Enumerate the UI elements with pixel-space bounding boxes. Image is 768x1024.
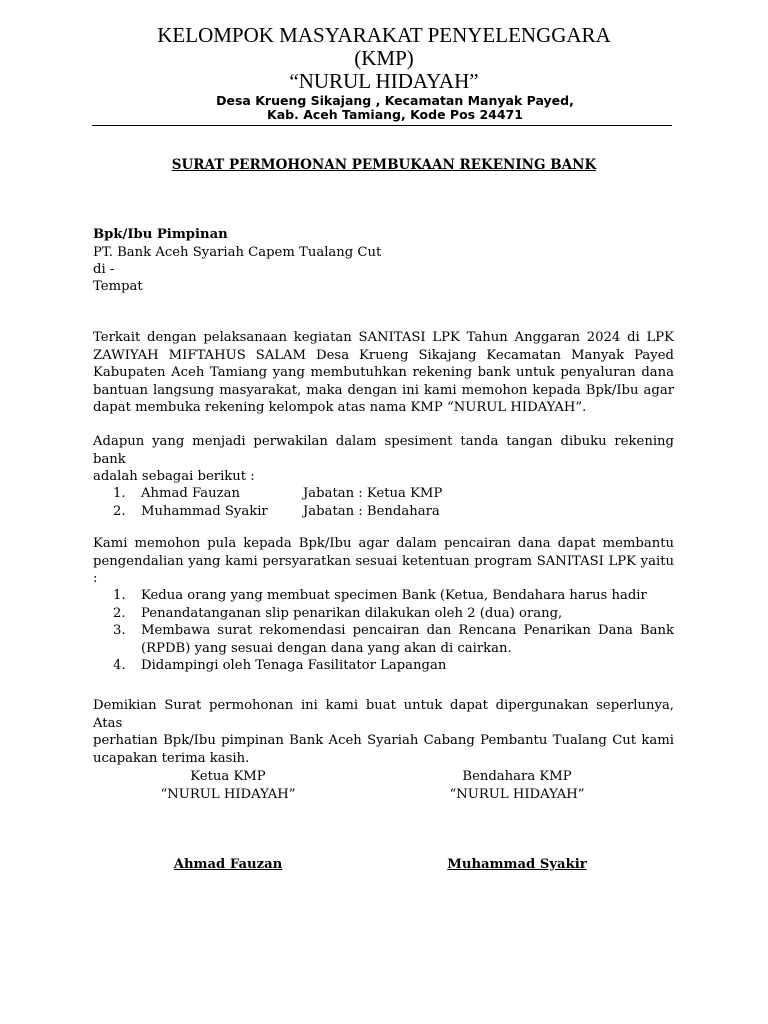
letterhead-address-line-2: Kab. Aceh Tamiang, Kode Pos 24471 — [267, 107, 523, 122]
paragraph-representatives — [93, 433, 674, 486]
letter-subject: SURAT PERMOHONAN PEMBUKAAN REKENING BANK — [171, 157, 597, 173]
signature-role: Bendahara KMP — [462, 769, 572, 784]
representatives-list — [113, 485, 674, 520]
recipient-place: Tempat — [93, 279, 143, 294]
paragraph-line: perhatian Bpk/Ibu pimpinan Bank Aceh Syariah Cabang Pembantu Tualang Cut kami — [93, 733, 674, 748]
signature-name: Muhammad Syakir — [447, 857, 587, 872]
letterhead-group-name: “NURUL HIDAYAH” — [289, 69, 479, 93]
paragraph-intro — [93, 329, 674, 417]
list-item — [113, 605, 674, 623]
list-item — [113, 503, 674, 521]
signature-name: Ahmad Fauzan — [173, 857, 283, 872]
list-number: 1. — [113, 486, 126, 501]
signature-right — [407, 768, 627, 874]
list-text: Didampingi oleh Tenaga Fasilitator Lapangan — [141, 658, 447, 673]
list-item — [113, 485, 674, 503]
letterhead-title: KELOMPOK MASYARAKAT PENYELENGGARA — [157, 23, 611, 47]
paragraph-line: Kami memohon pula kepada Bpk/Ibu agar dalam pencairan dana dapat membantu — [93, 536, 674, 551]
signature-org: “NURUL HIDAYAH” — [160, 786, 296, 802]
letterhead-subtitle: (KMP) — [354, 46, 414, 70]
list-number: 3. — [113, 623, 126, 638]
signature-left — [118, 768, 338, 874]
paragraph-line: Adapun yang menjadi perwakilan dalam spesiment tanda tangan dibuku rekening bank — [93, 434, 674, 467]
list-item — [113, 657, 674, 675]
representative-position: Jabatan : Bendahara — [303, 503, 440, 519]
representative-name: Muhammad Syakir — [141, 503, 268, 519]
paragraph-line: Demikian Surat permohonan ini kami buat untuk dapat dipergunakan seperlunya, Atas — [93, 698, 674, 731]
list-item — [113, 587, 674, 605]
recipient-title: Bpk/Ibu Pimpinan — [93, 227, 228, 242]
list-number: 4. — [113, 658, 126, 673]
paragraph-line: pengendalian yang kami persyaratkan sesuai ketentuan program SANITASI LPK yaitu : — [93, 553, 674, 586]
paragraph-line: adalah sebagai berikut : — [93, 469, 255, 484]
signature-org: “NURUL HIDAYAH” — [449, 786, 585, 802]
list-number: 2. — [113, 605, 126, 621]
paragraph-line: ucapakan terima kasih. — [93, 750, 250, 766]
list-text: (RPDB) yang sesuai dengan dana yang akan di cairkan. — [141, 640, 512, 656]
paragraph-line: dapat membuka rekening kelompok atas nama KMP “NURUL HIDAYAH”. — [93, 400, 587, 415]
list-number: 1. — [113, 588, 126, 603]
requirements-list — [113, 587, 674, 675]
representative-name: Ahmad Fauzan — [141, 486, 240, 501]
letterhead-address-line-1: Desa Krueng Sikajang , Kecamatan Manyak Payed, — [216, 93, 574, 108]
recipient-di: di - — [93, 262, 115, 277]
paragraph-line: bantuan langsung masyarakat, maka dengan ini kami memohon kepada Bpk/Ibu agar — [93, 382, 674, 398]
paragraph-line: Terkait dengan pelaksanaan kegiatan SANITASI LPK Tahun Anggaran 2024 di LPK — [93, 330, 674, 345]
paragraph-closing — [93, 697, 674, 767]
list-text: Membawa surat rekomendasi pencairan dan Rencana Penarikan Dana Bank — [141, 623, 674, 638]
representative-position: Jabatan : Ketua KMP — [303, 486, 443, 501]
signature-role: Ketua KMP — [190, 769, 266, 784]
list-text: Penandatanganan slip penarikan dilakukan oleh 2 (dua) orang, — [141, 605, 563, 621]
paragraph-line: Kabupaten Aceh Tamiang yang membutuhkan rekening bank untuk penyaluran dana — [93, 365, 674, 380]
paragraph-line: ZAWIYAH MIFTAHUS SALAM Desa Krueng Sikajang Kecamatan Manyak Payed — [93, 347, 674, 363]
paragraph-request — [93, 535, 674, 588]
list-item — [113, 622, 674, 657]
letterhead-divider — [92, 125, 672, 126]
list-number: 2. — [113, 503, 126, 519]
list-text: Kedua orang yang membuat specimen Bank (Ketua, Bendahara harus hadir — [141, 588, 647, 603]
recipient-bank: PT. Bank Aceh Syariah Capem Tualang Cut — [93, 245, 382, 260]
